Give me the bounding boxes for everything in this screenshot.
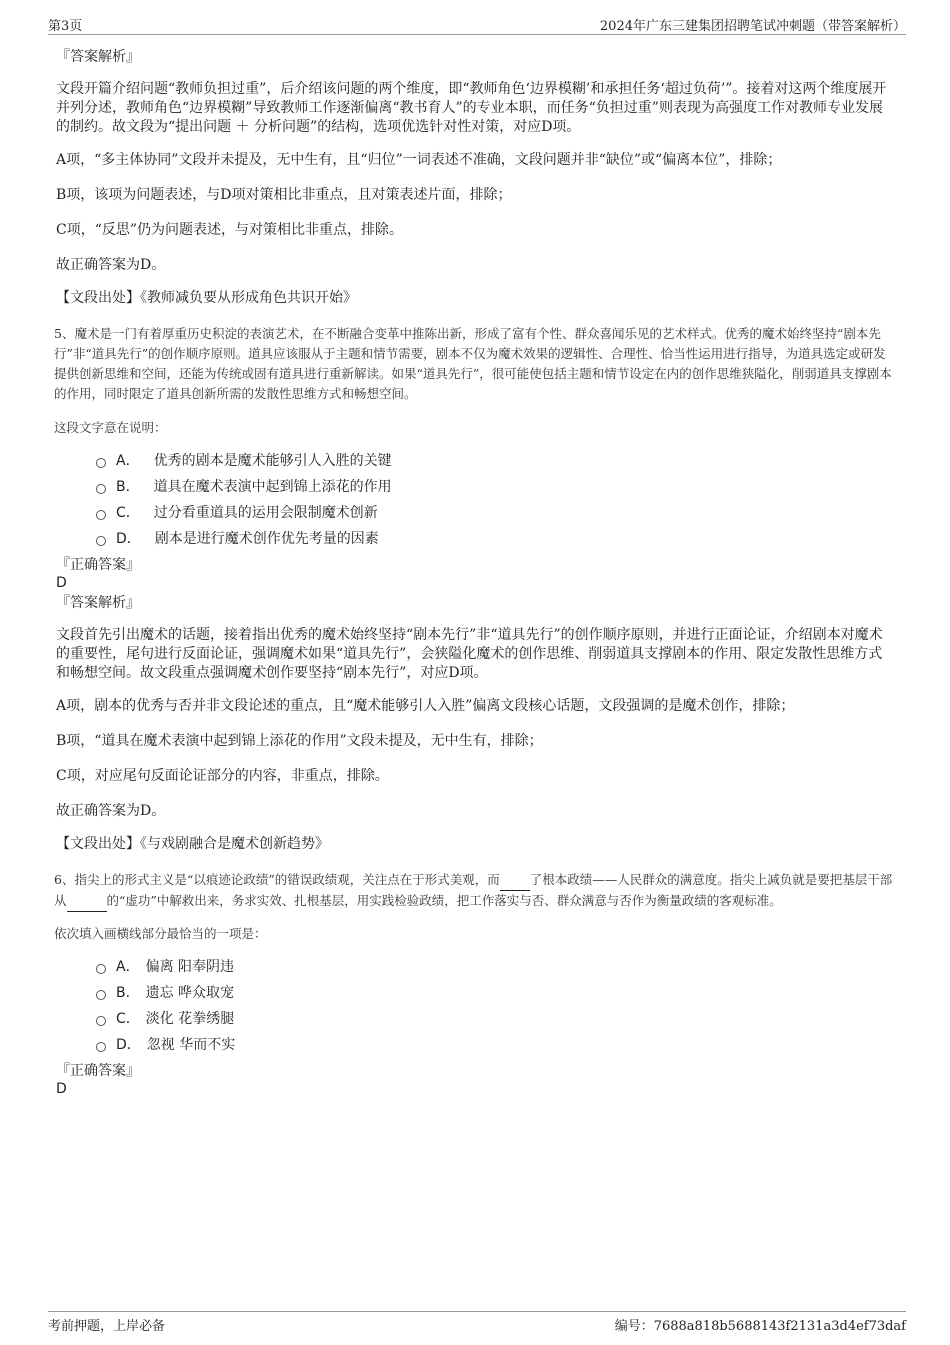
q5-stem: 5、魔术是一门有着厚重历史积淀的表演艺术，在不断融合变革中推陈出新，形成了富有个性、群众喜闻乐见的艺术样式。优秀的魔术始终坚持“剧本先行”非“道具先行”的创作顺序原则。道具应该服从于主题和情节需要，剧本不仅为魔术效果的逻辑性、合理性、恰当性运用进行指导，为道具选定或研发提供创新思维和空间，还能为传统或固有道具进行重新解读。如果“道具先行”，很可能使包括主题和情节设定在内的创作思维狭隘化，削弱道具支撑剧本的作用，同时限定了道具创新所需的发散性思维方式和畅想空间。 [54,326,892,401]
option-text: 道具在魔术表演中起到锦上添花的作用 [153,479,392,495]
q5-analysis-text: 文段首先引出魔术的话题，接着指出优秀的魔术始终坚持“剧本先行”非“道具先行”的创作顺序原则，并进行正面论证，介绍剧本对魔术的重要性，尾句进行反面论证，强调魔术如果“道具先行”，会狭隘化魔术的创作思维、削弱道具支撑剧本的作用、限定发散性思维方式和畅想空间。故文段重点强调魔术创作要坚持“剧本先行”，对应D项。 [56,627,883,681]
q6-blank-1 [500,870,530,891]
q6-correct-label: 『正确答案』 [56,1063,140,1079]
q6-stem-part2: 了根本政绩——人民群众的满意度。指尖上减负就是要把基层干部从 [54,872,893,908]
q6-stem-part3: 的“虚功”中解救出来，务求实效、扎根基层，用实践检验政绩，把工作落实与否、群众满意与否作为衡量政绩的客观标准。 [106,893,782,908]
main-content [56,44,896,1098]
q5-option-b-analysis: B项，“道具在魔术表演中起到锦上添花的作用”文段未提及，无中生有，排除； [56,733,543,749]
option-letter: B． [116,985,140,1001]
q6-stem [54,870,896,912]
q6-options [96,954,896,1058]
radio-icon[interactable] [96,1042,106,1052]
option-text: 优秀的剧本是魔术能够引人入胜的关键 [153,453,392,469]
q5-option-b[interactable] [96,474,896,500]
q5-prompt: 这段文字意在说明： [54,420,167,435]
q4-analysis-label: 『答案解析』 [56,49,140,65]
radio-icon[interactable] [96,990,106,1000]
q5-option-c[interactable] [96,500,896,526]
q4-analysis-text: 文段开篇介绍问题“教师负担过重”，后介绍该问题的两个维度，即“教师角色‘边界模糊’和承担任务‘超过负荷’”。接着对这两个维度展开并列分述，教师角色“边界模糊”导致教师工作逐渐偏离“教书育人”的专业本职，而任务“负担过重”则表现为高强度工作对教师专业发展的制约。故文段为“提出问题 ＋ 分析问题”的结构，选项优选针对性对策，对应D项。 [56,81,887,135]
document-id: 编号：7688a818b5688143f2131a3d4ef73daf [614,1319,906,1334]
page-header [48,14,906,35]
option-text: 忽视 华而不实 [146,1037,236,1053]
q5-option-a-analysis: A项，剧本的优秀与否并非文段论述的重点，且“魔术能够引人入胜”偏离文段核心话题，文段强调的是魔术创作，排除； [56,698,795,714]
footer-slogan: 考前押题，上岸必备 [48,1319,166,1334]
option-text: 淡化 花拳绣腿 [145,1011,235,1027]
q5-options [96,448,896,552]
q4-option-a-analysis: A项，“多主体协同”文段并未提及，无中生有，且“归位”一词表述不准确，文段问题并非“缺位”或“偏离本位”，排除； [56,152,782,168]
q5-conclusion: 故正确答案为D。 [56,803,166,819]
q5-analysis-label: 『答案解析』 [56,595,140,611]
q6-option-b[interactable] [96,980,896,1006]
q6-correct-answer: D [56,1081,67,1097]
q6-blank-2 [67,891,107,912]
option-letter: D． [116,1037,141,1053]
radio-icon[interactable] [96,1016,106,1026]
page-footer [48,1311,906,1334]
option-text: 遗忘 哗众取宠 [145,985,235,1001]
radio-icon[interactable] [96,484,106,494]
radio-icon[interactable] [96,536,106,546]
option-text: 过分看重道具的运用会限制魔术创新 [153,505,378,521]
q6-prompt: 依次填入画横线部分最恰当的一项是： [54,926,267,941]
q5-correct-answer: D [56,575,67,591]
option-letter: A． [116,453,140,469]
page-number: 第3页 [48,19,83,34]
q6-option-d[interactable] [96,1032,896,1058]
q4-option-b-analysis: B项，该项为问题表述，与D项对策相比非重点，且对策表述片面，排除； [56,187,512,203]
option-text: 剧本是进行魔术创作优先考量的因素 [154,531,379,547]
radio-icon[interactable] [96,510,106,520]
radio-icon[interactable] [96,458,106,468]
radio-icon[interactable] [96,964,106,974]
q5-option-a[interactable] [96,448,896,474]
q5-source: 【文段出处】《与戏剧融合是魔术创新趋势》 [56,836,329,852]
q5-correct-label: 『正确答案』 [56,557,140,573]
option-letter: B． [116,479,140,495]
q6-option-c[interactable] [96,1006,896,1032]
option-letter: C． [116,1011,140,1027]
q6-stem-part1: 6、指尖上的形式主义是“以痕迹论政绩”的错误政绩观，关注点在于形式美观，而 [54,872,500,887]
q4-conclusion: 故正确答案为D。 [56,257,166,273]
q4-source: 【文段出处】《教师减负要从形成角色共识开始》 [56,290,357,306]
option-letter: C． [116,505,140,521]
q4-option-c-analysis: C项，“反思”仍为问题表述，与对策相比非重点，排除。 [56,222,404,238]
option-letter: A． [116,959,140,975]
q5-option-d[interactable] [96,526,896,552]
q5-option-c-analysis: C项，对应尾句反面论证部分的内容，非重点，排除。 [56,768,389,784]
q6-option-a[interactable] [96,954,896,980]
option-letter: D． [116,531,141,547]
option-text: 偏离 阳奉阴违 [145,959,235,975]
document-title: 2024年广东三建集团招聘笔试冲刺题（带答案解析） [599,19,906,34]
